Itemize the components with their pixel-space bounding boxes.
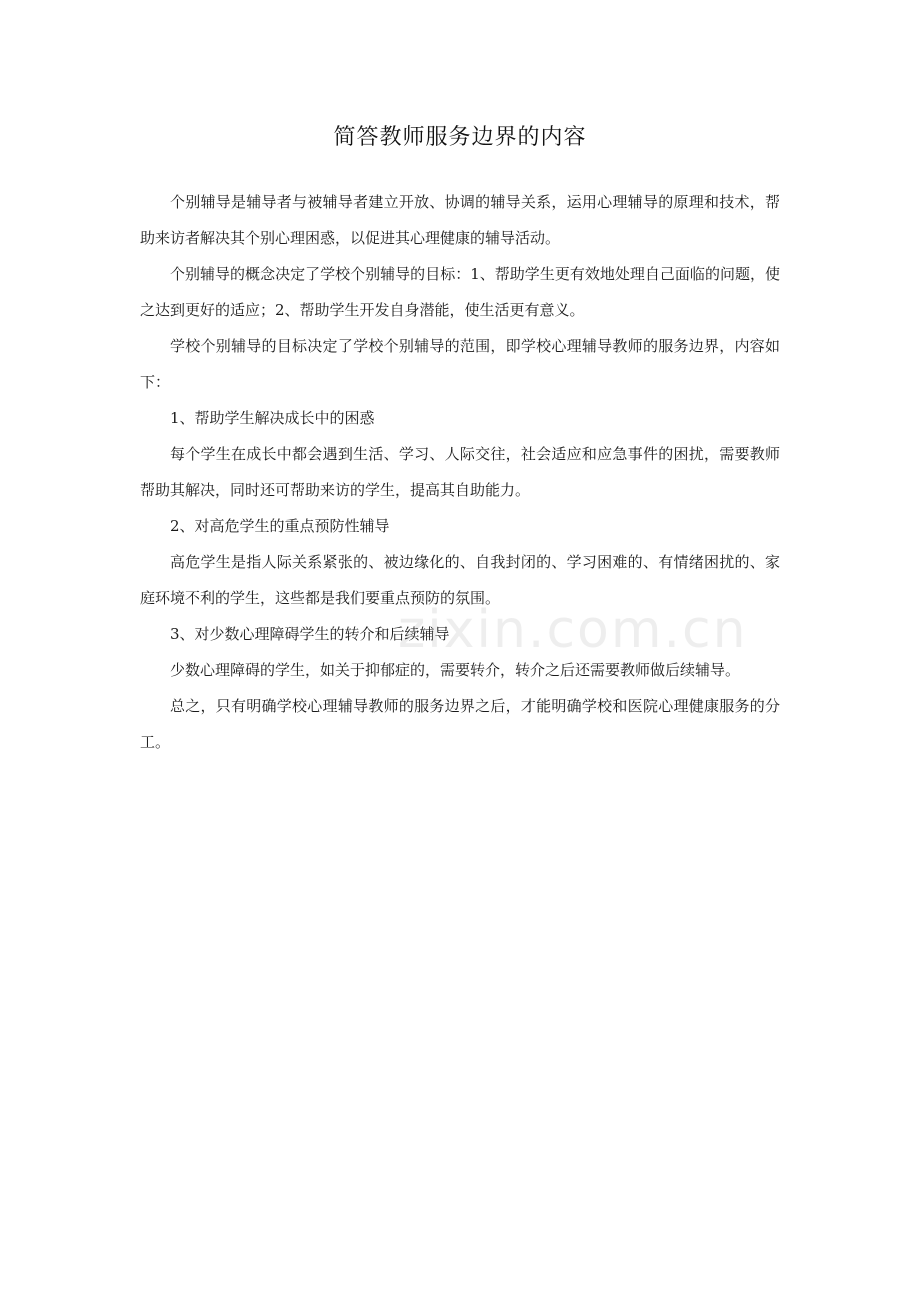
watermark: zixin.com.cn [398,600,748,660]
paragraph-conclusion: 总之，只有明确学校心理辅导教师的服务边界之后，才能明确学校和医院心理健康服务的分工。 [140,697,780,751]
paragraph-intro: 个别辅导是辅导者与被辅导者建立开放、协调的辅导关系，运用心理辅导的原理和技术，帮助来访者解决其个别心理困惑，以促进其心理健康的辅导活动。 [140,193,780,247]
paragraph-section-2: 高危学生是指人际关系紧张的、被边缘化的、自我封闭的、学习困难的、有情绪困扰的、家庭环境不利的学生，这些都是我们要重点预防的氛围。 [140,553,780,607]
paragraph-scope: 学校个别辅导的目标决定了学校个别辅导的范围，即学校心理辅导教师的服务边界，内容如下： [140,337,780,391]
section-heading-3: 3、对少数心理障碍学生的转介和后续辅导 [170,625,450,643]
paragraph-goals: 个别辅导的概念决定了学校个别辅导的目标：1、帮助学生更有效地处理自己面临的问题，使之达到更好的适应；2、帮助学生开发自身潜能，使生活更有意义。 [140,265,780,319]
paragraph-section-1: 每个学生在成长中都会遇到生活、学习、人际交往，社会适应和应急事件的困扰，需要教师帮助其解决，同时还可帮助来访的学生，提高其自助能力。 [140,445,780,499]
section-heading-2: 2、对高危学生的重点预防性辅导 [170,517,390,535]
section-heading-1: 1、帮助学生解决成长中的困惑 [170,409,375,427]
document-body [140,184,780,760]
paragraph-section-3: 少数心理障碍的学生，如关于抑郁症的，需要转介，转介之后还需要教师做后续辅导。 [170,661,741,679]
document-title: 简答教师服务边界的内容 [333,125,587,150]
